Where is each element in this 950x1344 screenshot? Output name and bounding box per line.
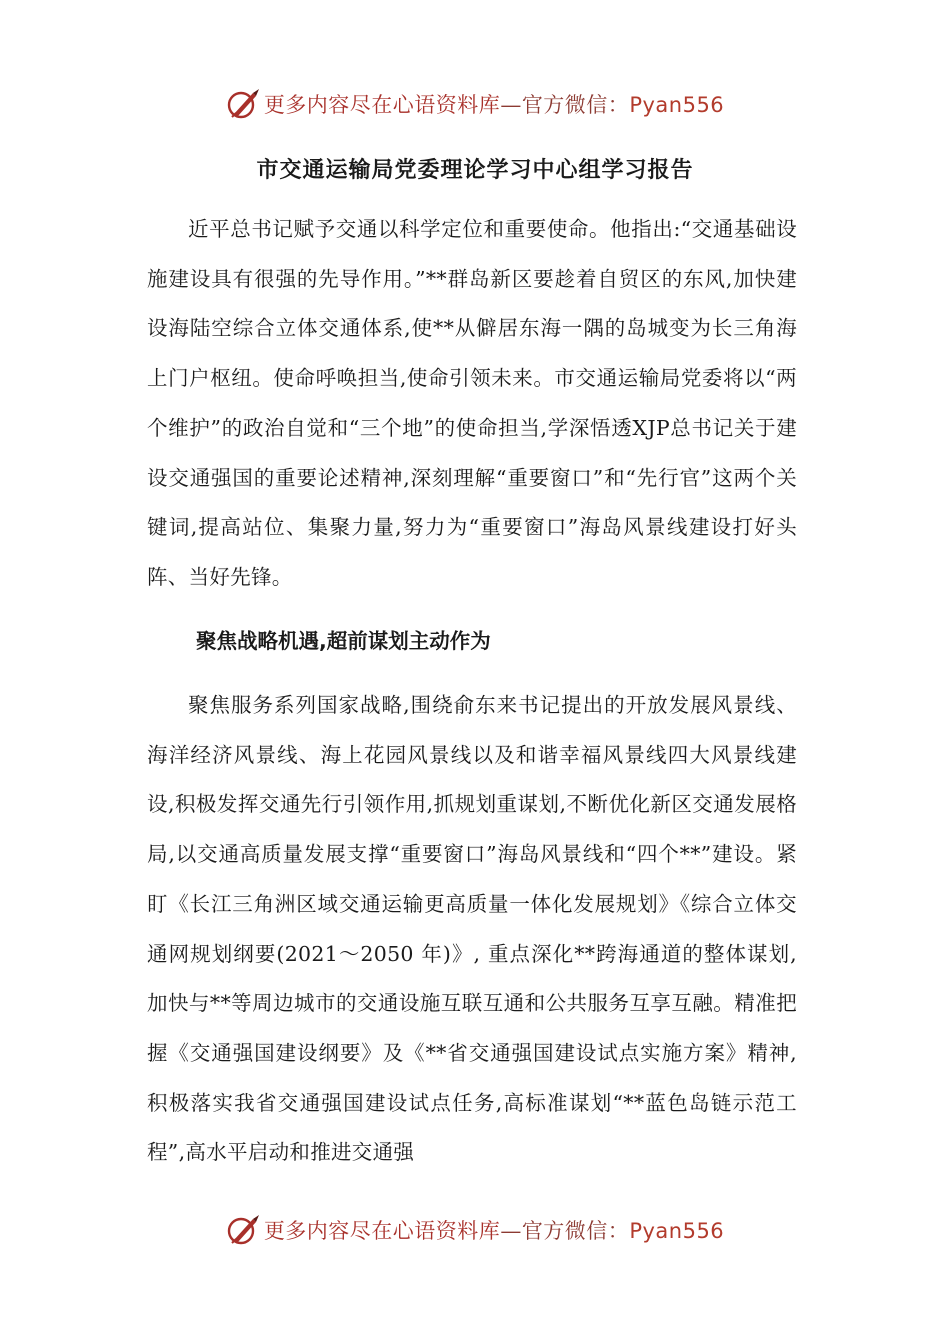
quill-logo-icon	[226, 1213, 260, 1247]
watermark-text: 更多内容尽在心语资料库—官方微信：Pyan556	[263, 1219, 725, 1243]
watermark-banner-bottom	[0, 1210, 950, 1250]
quill-logo-icon	[226, 87, 260, 121]
watermark-text: 更多内容尽在心语资料库—官方微信：Pyan556	[263, 93, 725, 117]
document-title: 市交通运输局党委理论学习中心组学习报告	[256, 158, 694, 183]
intro-paragraph: 近平总书记赋予交通以科学定位和重要使命。他指出:“交通基础设施建设具有很强的先导作用。”**群岛新区要趁着自贸区的东风,加快建设海陆空综合立体交通体系,使**从僻居东海一隅的岛城变为长三角海上门户枢纽。使命呼唤担当,使命引领未来。市交通运输局党委将以“两个维护”的政治自觉和“三个地”的使命担当,学深悟透XJP总书记关于建设交通强国的重要论述精神,深刻理解“重要窗口”和“先行官”这两个关键词,提高站位、集聚力量,努力为“重要窗口”海岛风景线建设打好头阵、当好先锋。	[147, 217, 797, 589]
watermark-banner-top	[0, 84, 950, 124]
section-paragraph: 聚焦服务系列国家战略,围绕俞东来书记提出的开放发展风景线、海洋经济风景线、海上花园风景线以及和谐幸福风景线四大风景线建设,积极发挥交通先行引领作用,抓规划重谋划,不断优化新区交通发展格局,以交通高质量发展支撑“重要窗口”海岛风景线和“四个**”建设。紧盯《长江三角洲区域交通运输更高质量一体化发展规划》《综合立体交通网规划纲要(2021～2050 年)》, 重点深化**跨海通道的整体谋划,加快与**等周边城市的交通设施互联互通和公共服务互享互融。精准把握《交通强国建设纲要》及《**省交通强国建设试点实施方案》精神,积极落实我省交通强国建设试点任务,高标准谋划“**蓝色岛链示范工程”,高水平启动和推进交通强	[147, 693, 797, 1165]
section-heading: 聚焦战略机遇,超前谋划主动作为	[196, 629, 491, 653]
